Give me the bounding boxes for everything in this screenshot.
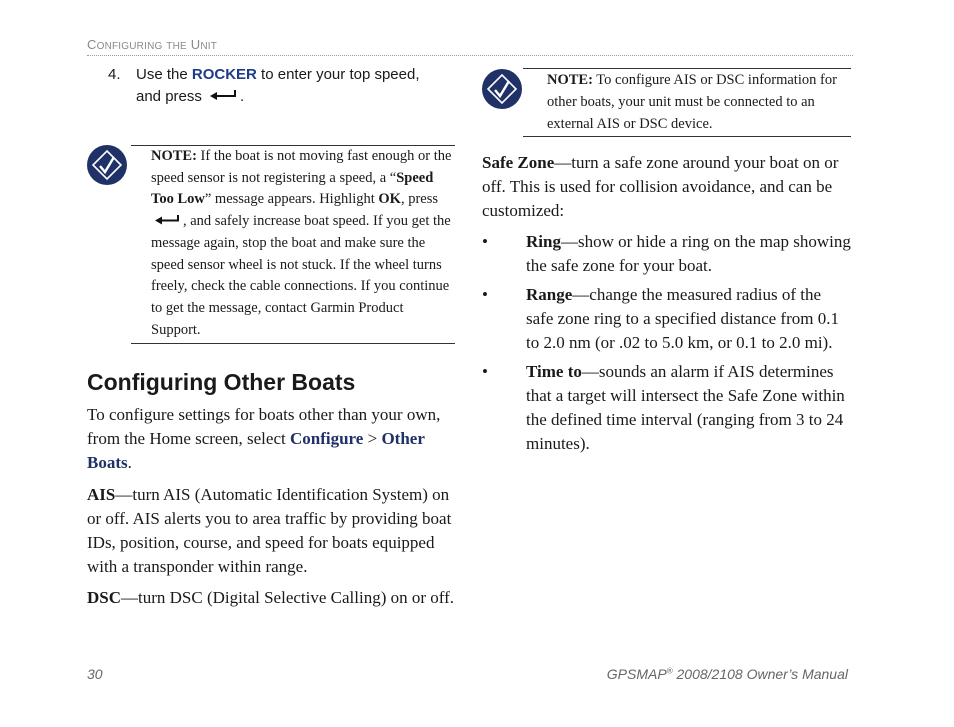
bullet-text: Ring—show or hide a ring on the map showing the safe zone for your boat. (526, 232, 851, 275)
bullet-dot: • (482, 285, 488, 304)
footer-manual-title: GPSMAP® 2008/2108 Owner’s Manual (606, 666, 848, 682)
intro-paragraph: To configure settings for boats other than your own, from the Home screen, select Configure > Other Boats. (87, 405, 441, 472)
dsc-definition: DSC—turn DSC (Digital Selective Calling) on or off. (87, 588, 455, 607)
safe-zone-definition: Safe Zone—turn a safe zone around your boat on or off. This is used for collision avoidance, and can be customized: (482, 153, 839, 220)
ais-definition: AIS—turn AIS (Automatic Identification System) on or off. AIS alerts you to area traffic by providing boat IDs, position, course, and speed for boats equipped with a transponder within range. (87, 485, 452, 576)
note-rule-bottom (523, 136, 851, 137)
bullet-text: Range—change the measured radius of the safe zone ring to a specified distance from 0.1 to 2.0 nm (or .02 to 5.0 km, or 0.1 to 2.0 mi). (526, 285, 839, 352)
note-speed-sensor: NOTE: If the boat is not moving fast enough or the speed sensor is not registering a speed, a “Speed Too Low” message appears. Highlight OK, press , and safely increase boat speed. If you get the message again, stop the boat and make sure the speed sensor wheel is not stuck. If the wheel turns freely, check the cable connections. If you continue to get the message, contact Garmin Product Support. (151, 148, 452, 338)
bullet-dot: • (482, 362, 488, 381)
header-divider (87, 55, 853, 56)
step-number: 4. (108, 66, 121, 83)
note-rule-bottom (131, 343, 455, 344)
running-header: CONFIGURING THE UNIT (87, 37, 218, 52)
note-external-device: NOTE: To configure AIS or DSC information for other boats, your unit must be connected to an external AIS or DSC device. (547, 72, 837, 132)
enter-key-icon (208, 86, 238, 108)
page-number: 30 (87, 666, 103, 682)
list-item (482, 230, 852, 280)
configure-menu-ref: Configure (289, 429, 364, 448)
rocker-key: ROCKER (191, 66, 257, 83)
checkmark-note-icon (87, 145, 127, 185)
list-item (482, 283, 852, 357)
section-heading: Configuring Other Boats (87, 369, 356, 395)
checkmark-note-icon (482, 69, 522, 109)
step-text: Use the ROCKER to enter your top speed, and press . (136, 64, 446, 108)
other-boats-menu-ref: Other Boats (87, 429, 425, 472)
list-item (482, 360, 852, 458)
bullet-text: Time to—sounds an alarm if AIS determines that a target will intersect the Safe Zone within the defined time interval (ranging from 3 to 24 minutes). (526, 362, 845, 453)
enter-key-icon (153, 211, 181, 233)
bullet-dot: • (482, 232, 488, 251)
